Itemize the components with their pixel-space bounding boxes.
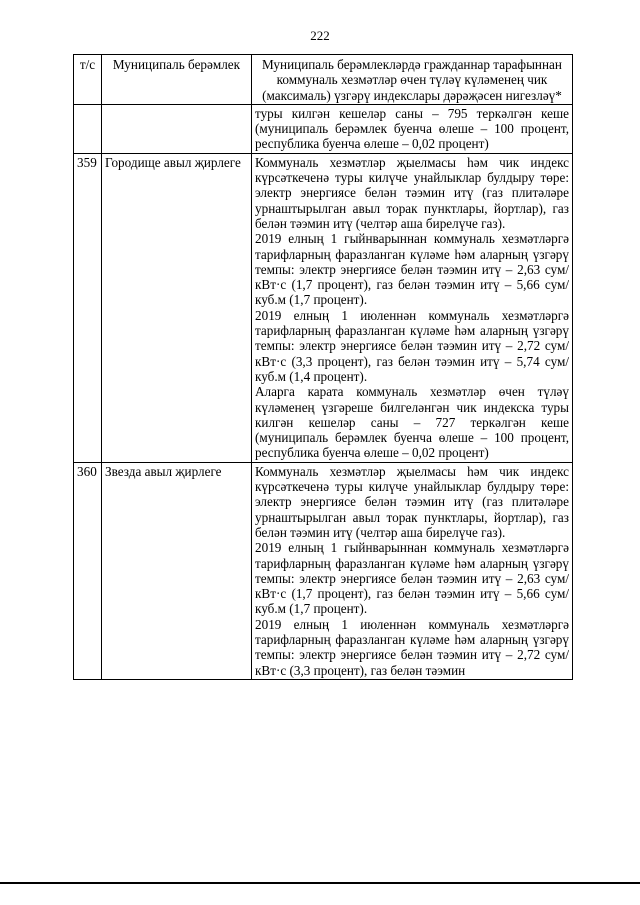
description-paragraph: туры килгән кешеләр саны – 795 теркәлгән кеше (муниципаль берәмлек буенча өлеше – 100 процент, республика буенча өлеше – 0,02 процент) (255, 105, 569, 152)
row-description (252, 104, 573, 153)
row-municipality: Городище авыл җирлеге (102, 153, 252, 462)
row-description (252, 462, 573, 679)
row-number: 359 (74, 153, 102, 462)
tariff-table (73, 54, 573, 680)
row-municipality: Звезда авыл җирлеге (102, 462, 252, 679)
header-row (74, 55, 573, 105)
row-number: 360 (74, 462, 102, 679)
description-paragraph: Аларга карата коммуналь хезмәтләр өчен түләү күләменең үзгәреше билгеләнгән чик индекска туры килгән кешеләр саны – 727 теркәлгән кеше (муниципаль берәмлек буенча өлеше – 100 процент, республика буенча өлеше – 0,02 процент) (255, 384, 569, 461)
description-paragraph: Коммуналь хезмәтләр җыелмасы һәм чик индекс күрсәткеченә туры килүче унайлыклар булдыру төре: электр энергиясе белән тәэмин итү (газ плитәләре урнаштырылган авыл торак пунктлары, йортлар), газ белән тәэмин итү (челтәр аша бирелүче газ). (255, 154, 569, 231)
row-municipality (102, 104, 252, 153)
description-paragraph: 2019 елның 1 гыйнварыннан коммуналь хезмәтләргә тарифларның фаразланган күләме һәм аларның үзгәрү темпы: электр энергиясе белән тәэмин итү – 2,63 сум/кВт·с (1,7 процент), газ белән тәэмин итү – 5,66 сум/куб.м (1,7 процент). (255, 231, 569, 308)
description-paragraph: 2019 елның 1 гыйнварыннан коммуналь хезмәтләргә тарифларның фаразланган күләме һәм аларның үзгәрү темпы: электр энергиясе белән тәэмин итү – 2,63 сум/кВт·с (1,7 процент), газ белән тәэмин итү – 5,66 сум/куб.м (1,7 процент). (255, 540, 569, 617)
table-header (74, 55, 573, 105)
header-number: т/с (74, 55, 102, 105)
header-description: Муниципаль берәмлекләрдә гражданнар тарафыннан коммуналь хезмәтләр өчен түләү күләменең чик (максималь) үзгәрү индекслары дәрәҗәсен нигезләү* (252, 55, 573, 105)
description-paragraph: 2019 елның 1 июленнән коммуналь хезмәтләргә тарифларның фаразланган күләме һәм аларның үзгәрү темпы: электр энергиясе белән тәэмин итү – 2,72 сум/кВт·с (3,3 процент), газ белән тәэмин итү – 5,74 сум/куб.м (1,4 процент). (255, 307, 569, 384)
row-description (252, 153, 573, 462)
bottom-rule (0, 882, 640, 884)
description-paragraph: Коммуналь хезмәтләр җыелмасы һәм чик индекс күрсәткеченә туры килүче унайлыклар булдыру төре: электр энергиясе белән тәэмин итү (газ плитәләре урнаштырылган авыл торак пунктлары, йортлар), газ белән тәэмин итү (челтәр аша бирелүче газ). (255, 463, 569, 540)
row-number (74, 104, 102, 153)
header-municipality: Муниципаль берәмлек (102, 55, 252, 105)
table-body (74, 104, 573, 679)
table-row (74, 462, 573, 679)
page-number: 222 (310, 28, 330, 43)
table-row (74, 104, 573, 153)
table-row (74, 153, 573, 462)
description-paragraph: 2019 елның 1 июленнән коммуналь хезмәтләргә тарифларның фаразланган күләме һәм аларның үзгәрү темпы: электр энергиясе белән тәэмин итү – 2,72 сум/кВт·с (3,3 процент), газ белән тәэмин (255, 616, 569, 678)
